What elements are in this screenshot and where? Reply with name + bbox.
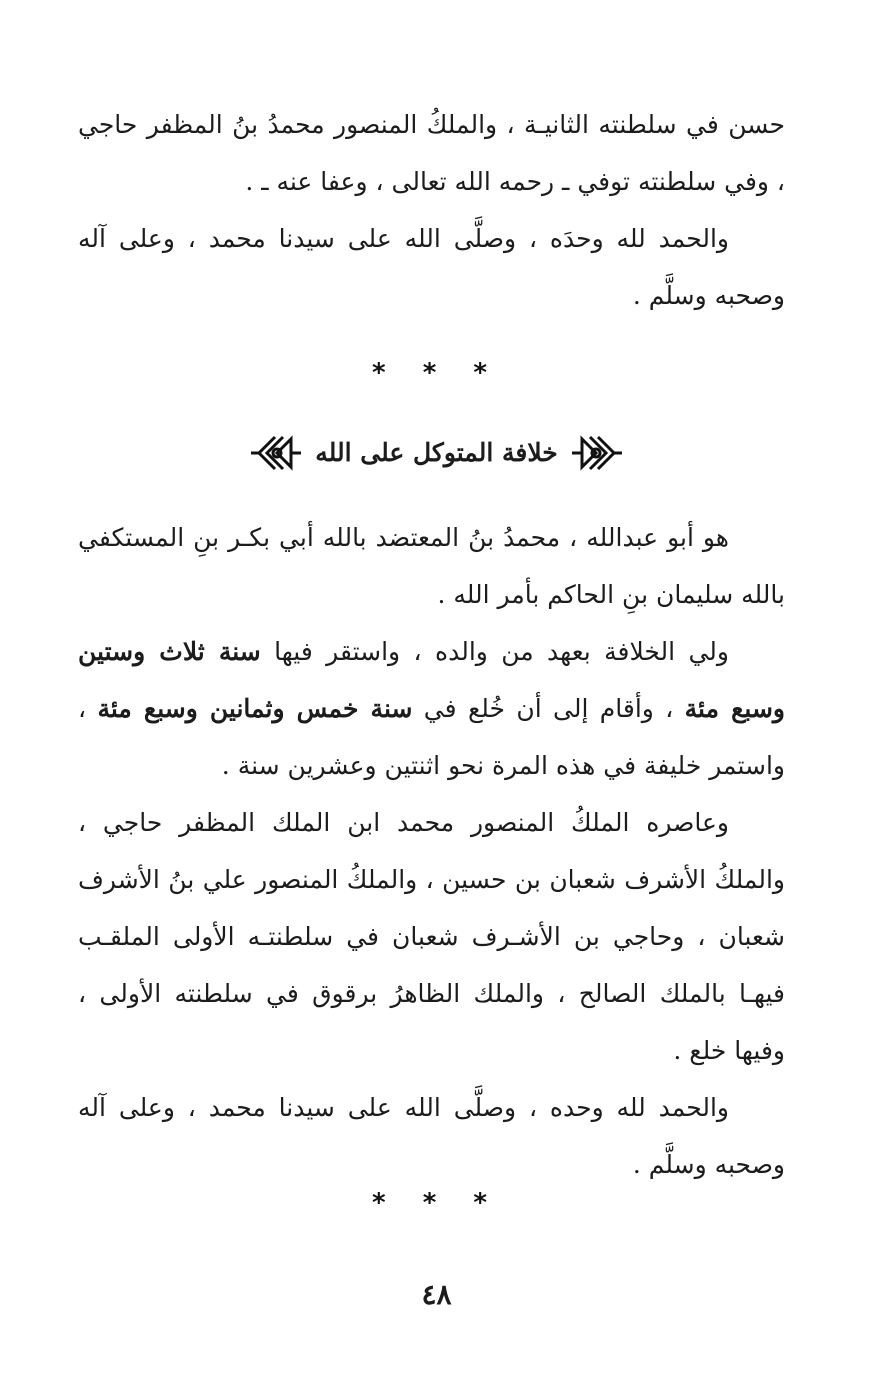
arabesque-ornament-icon bbox=[249, 431, 305, 475]
text-block-main bbox=[78, 509, 785, 1193]
paragraph-sultanate: حسن في سلطنته الثانيـة ، والملكُ المنصور محمدُ بنُ المظفر حاجي ، وفي سلطنته توفي ـ رحمه الله تعالى ، وعفا عنه ـ . bbox=[78, 110, 785, 196]
reign-text: ولي الخلافة بعهد من والده ، واستقر فيها bbox=[260, 637, 729, 666]
section-heading bbox=[0, 428, 873, 478]
reign-start-year: سنة ثلاث وستين وسبع مئة bbox=[78, 637, 785, 723]
reign-end-year: سنة خمس وثمانين وسبع مئة bbox=[97, 694, 413, 723]
paragraph-contemporaries: وعاصره الملكُ المنصور محمد ابن الملك المظفر حاجي ، والملكُ الأشرف شعبان بن حسين ، والملكُ المنصور علي بنُ الأشرف شعبان ، وحاجي بن الأشـرف شعبان في سلطنتـه الأولى الملقـب فيهـا بالملك الصالح ، والملك الظاهرُ برقوق في سلطنته الأولى ، وفيها خلع . bbox=[78, 808, 785, 1065]
page-number: ٤٨ bbox=[421, 1278, 452, 1311]
reign-text: ، واستمر خليفة في هذه المرة نحو اثنتين وعشرين سنة . bbox=[78, 694, 785, 780]
section-separator: * * * bbox=[372, 358, 501, 388]
text-block-top bbox=[78, 96, 785, 324]
section-title: خلافة المتوكل على الله bbox=[315, 438, 558, 467]
paragraph-closing-praise: والحمد لله وحدَه ، وصلَّى الله على سيدنا محمد ، وعلى آله وصحبه وسلَّم . bbox=[78, 224, 785, 310]
paragraph-closing-praise: والحمد لله وحده ، وصلَّى الله على سيدنا محمد ، وعلى آله وصحبه وسلَّم . bbox=[78, 1093, 785, 1179]
section-separator: * * * bbox=[372, 1188, 501, 1218]
paragraph-lineage: هو أبو عبدالله ، محمدُ بنُ المعتضد بالله أبي بكـر بنِ المستكفي بالله سليمان بنِ الحاكم بأمر الله . bbox=[78, 523, 785, 609]
arabesque-ornament-icon bbox=[568, 431, 624, 475]
paragraph-reign bbox=[78, 623, 785, 794]
reign-text: ، وأقام إلى أن خُلع في bbox=[412, 694, 685, 723]
